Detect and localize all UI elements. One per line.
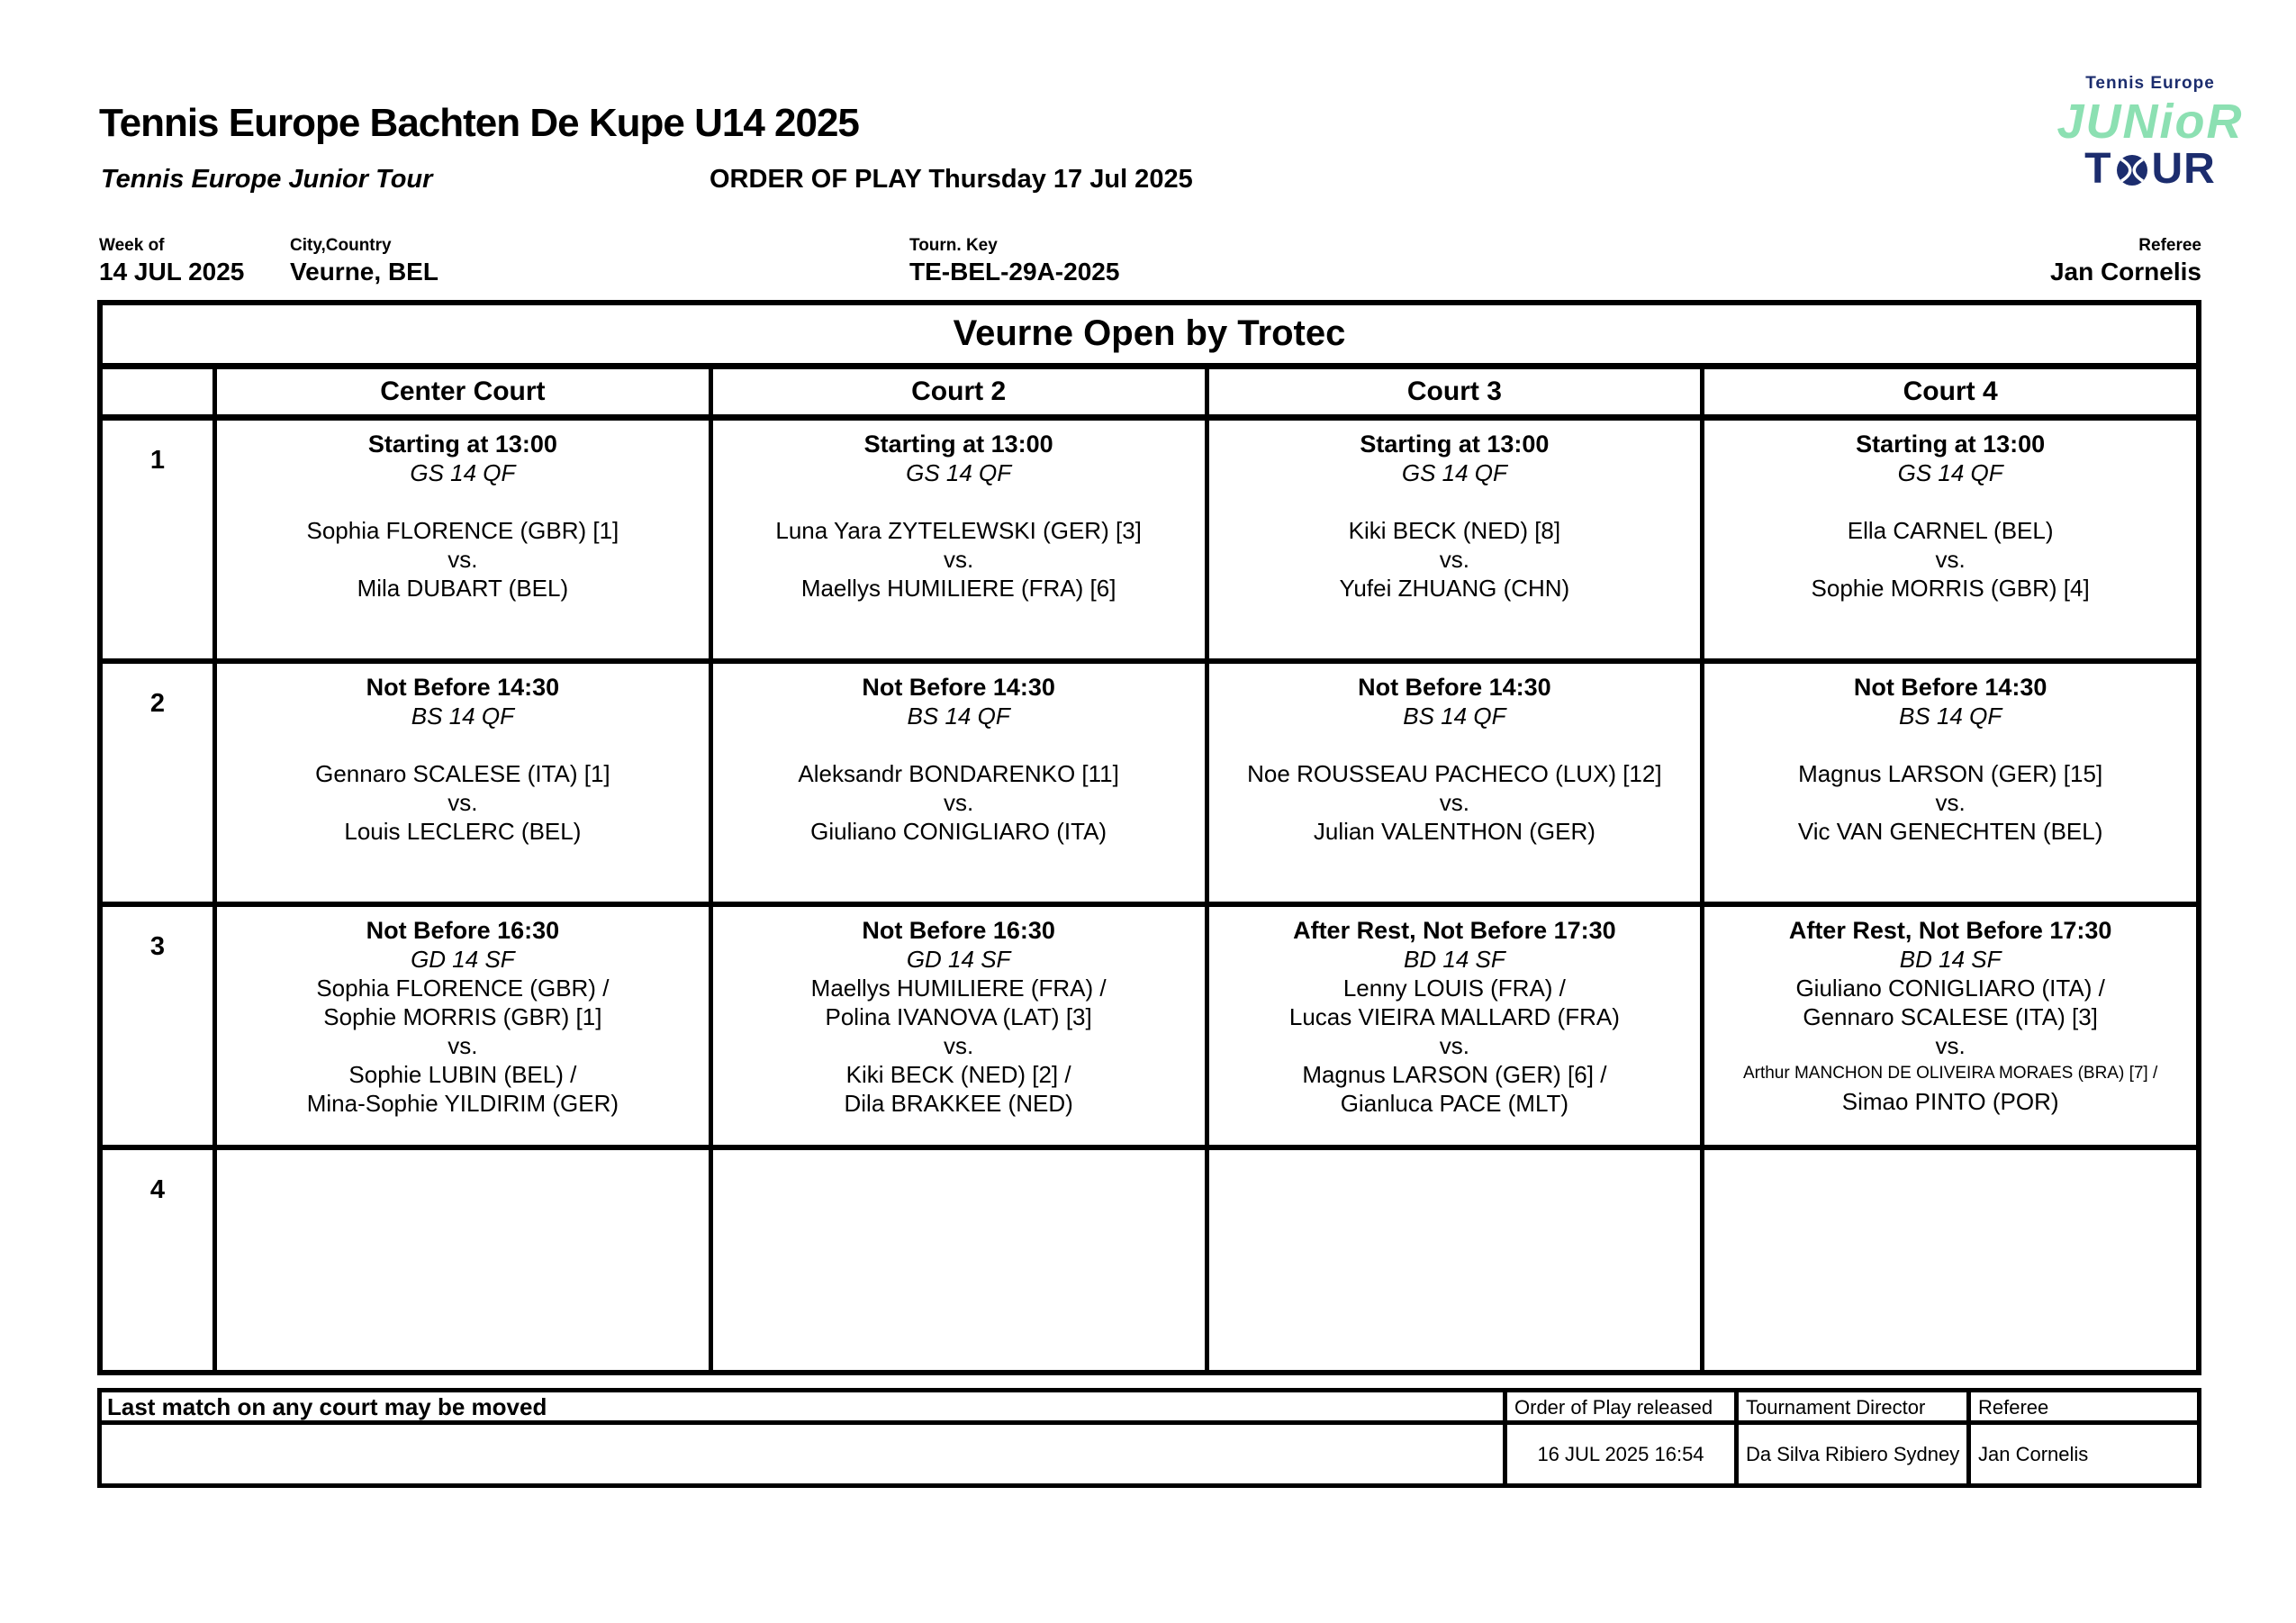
player-name: Sophia FLORENCE (GBR) /	[316, 975, 610, 1002]
player-name: Gennaro SCALESE (ITA) [3]	[1803, 1003, 2098, 1030]
match-side-1	[217, 516, 709, 545]
logo-junior-text: JUNioR	[2056, 95, 2244, 149]
match-start-time: Starting at 13:00	[1360, 431, 1550, 458]
match-side-2	[713, 574, 1205, 603]
player-name: Sophie MORRIS (GBR) [4]	[1811, 575, 2090, 602]
court-header-3: Court 3	[1205, 369, 1701, 414]
match-side-2	[1704, 574, 2196, 603]
tour-subtitle: Tennis Europe Junior Tour	[101, 165, 433, 194]
vs-label: vs.	[1935, 789, 1966, 816]
schedule-table	[97, 300, 2201, 1375]
player-name: Noe ROUSSEAU PACHECO (LUX) [12]	[1247, 760, 1662, 787]
vs-label: vs.	[1935, 546, 1966, 573]
match-cell	[1205, 664, 1701, 902]
court-header-1: Center Court	[212, 369, 709, 414]
logo-tennis-europe-text: Tennis Europe	[2085, 74, 2215, 93]
match-event-code: GD 14 SF	[906, 946, 1011, 973]
tournament-director-value: Da Silva Ribiero Sydney	[1734, 1425, 1966, 1483]
week-of-label: Week of	[99, 236, 165, 255]
player-name: Gianluca PACE (MLT)	[1340, 1090, 1569, 1117]
tourn-key-value: TE-BEL-29A-2025	[909, 258, 1120, 286]
vs-label: vs.	[447, 546, 478, 573]
city-country-label: City,Country	[290, 236, 392, 255]
schedule-row-2	[103, 658, 2196, 902]
player-name: Simao PINTO (POR)	[1841, 1088, 2059, 1115]
player-name: Polina IVANOVA (LAT) [3]	[825, 1003, 1092, 1030]
referee-label: Referee	[2138, 236, 2201, 255]
match-event-code: GS 14 QF	[906, 459, 1012, 486]
match-cell	[1205, 421, 1701, 658]
match-side-2	[217, 817, 709, 846]
player-name: Ella CARNEL (BEL)	[1847, 517, 2054, 544]
week-of-value: 14 JUL 2025	[99, 258, 245, 286]
player-name: Sophie LUBIN (BEL) /	[348, 1061, 577, 1088]
match-side-1	[1704, 759, 2196, 788]
match-event-code: BS 14 QF	[411, 703, 514, 730]
match-side-2	[1704, 817, 2196, 846]
match-start-time: Starting at 13:00	[863, 431, 1053, 458]
schedule-row-3	[103, 902, 2196, 1145]
player-name: Magnus LARSON (GER) [6] /	[1302, 1061, 1607, 1088]
match-cell	[709, 421, 1205, 658]
match-event-code: GD 14 SF	[411, 946, 515, 973]
match-cell	[709, 664, 1205, 902]
match-cell	[212, 421, 709, 658]
footer-referee-label: Referee	[1966, 1392, 2197, 1425]
player-name: Arthur MANCHON DE OLIVEIRA MORAES (BRA) [7] /	[1742, 1064, 2158, 1083]
match-side-1	[1209, 759, 1701, 788]
match-event-code: GS 14 QF	[1897, 459, 2003, 486]
tourn-key-label: Tourn. Key	[909, 236, 998, 255]
match-start-time: Not Before 16:30	[366, 917, 560, 944]
match-side-1	[1704, 974, 2196, 1031]
footer-empty-cell	[102, 1425, 1503, 1483]
match-event-code: GS 14 QF	[410, 459, 516, 486]
match-start-time: After Rest, Not Before 17:30	[1293, 917, 1616, 944]
player-name: Magnus LARSON (GER) [15]	[1798, 760, 2103, 787]
match-start-time: Not Before 16:30	[862, 917, 1055, 944]
vs-label: vs.	[944, 546, 974, 573]
junior-tour-logo	[2042, 75, 2258, 191]
player-name: Lenny LOUIS (FRA) /	[1342, 975, 1566, 1002]
row-number: 4	[149, 1175, 166, 1204]
vs-label: vs.	[944, 1032, 974, 1059]
row-number: 3	[149, 932, 166, 961]
player-name: Mina-Sophie YILDIRIM (GER)	[306, 1090, 619, 1117]
match-side-2	[1209, 1060, 1701, 1118]
player-name: Gennaro SCALESE (ITA) [1]	[315, 760, 610, 787]
document-title: Tennis Europe Bachten De Kupe U14 2025	[99, 101, 859, 145]
court-header-4: Court 4	[1700, 369, 2196, 414]
match-cell	[709, 907, 1205, 1145]
player-name: Yufei ZHUANG (CHN)	[1339, 575, 1570, 602]
row-number: 1	[149, 446, 166, 475]
player-name: Vic VAN GENECHTEN (BEL)	[1797, 818, 2103, 845]
player-name: Kiki BECK (NED) [8]	[1348, 517, 1561, 544]
match-side-2	[217, 1060, 709, 1118]
match-start-time: Not Before 14:30	[862, 674, 1055, 701]
match-side-2	[713, 1060, 1205, 1118]
match-cell	[1700, 421, 2196, 658]
match-side-1	[713, 759, 1205, 788]
match-side-1	[1209, 974, 1701, 1031]
match-event-code: BS 14 QF	[1899, 703, 2002, 730]
vs-label: vs.	[1439, 789, 1469, 816]
match-cell	[212, 1150, 709, 1370]
match-start-time: Not Before 14:30	[1853, 674, 2047, 701]
match-cell	[212, 664, 709, 902]
player-name: Sophie MORRIS (GBR) [1]	[323, 1003, 602, 1030]
match-side-1	[217, 974, 709, 1031]
schedule-row-1	[103, 421, 2196, 658]
match-side-1	[1209, 516, 1701, 545]
order-released-value: 16 JUL 2025 16:54	[1503, 1425, 1734, 1483]
tournament-name: Veurne Open by Trotec	[103, 305, 2196, 369]
footer-referee-value: Jan Cornelis	[1966, 1425, 2197, 1483]
player-name: Luna Yara ZYTELEWSKI (GER) [3]	[775, 517, 1142, 544]
match-cell	[1205, 1150, 1701, 1370]
footer-note: Last match on any court may be moved	[102, 1392, 1503, 1425]
match-side-1	[217, 759, 709, 788]
match-cell	[1205, 907, 1701, 1145]
player-name: Julian VALENTHON (GER)	[1313, 818, 1595, 845]
referee-value: Jan Cornelis	[2049, 258, 2201, 286]
player-name: Louis LECLERC (BEL)	[344, 818, 582, 845]
player-name: Maellys HUMILIERE (FRA) [6]	[800, 575, 1116, 602]
match-cell	[1700, 1150, 2196, 1370]
match-cell	[1700, 907, 2196, 1145]
match-start-time: Starting at 13:00	[1856, 431, 2046, 458]
match-side-2	[1209, 574, 1701, 603]
player-name: Dila BRAKKEE (NED)	[844, 1090, 1073, 1117]
match-side-1	[1704, 516, 2196, 545]
player-name: Maellys HUMILIERE (FRA) /	[810, 975, 1107, 1002]
match-cell	[1700, 664, 2196, 902]
city-country-value: Veurne, BEL	[290, 258, 438, 286]
tournament-director-label: Tournament Director	[1734, 1392, 1966, 1425]
court-header-2: Court 2	[709, 369, 1205, 414]
row-number: 2	[149, 689, 166, 718]
order-of-play-heading: ORDER OF PLAY Thursday 17 Jul 2025	[710, 165, 1193, 194]
match-side-1	[713, 516, 1205, 545]
match-start-time: Starting at 13:00	[367, 431, 557, 458]
match-side-2	[1209, 817, 1701, 846]
match-start-time: After Rest, Not Before 17:30	[1788, 917, 2112, 944]
player-name: Aleksandr BONDARENKO [11]	[798, 760, 1119, 787]
vs-label: vs.	[1935, 1032, 1966, 1059]
match-start-time: Not Before 14:30	[366, 674, 560, 701]
match-event-code: GS 14 QF	[1401, 459, 1507, 486]
schedule-row-4	[103, 1145, 2196, 1370]
court-header-row	[103, 369, 2196, 421]
player-name: Sophia FLORENCE (GBR) [1]	[306, 517, 619, 544]
match-start-time: Not Before 14:30	[1358, 674, 1551, 701]
player-name: Lucas VIEIRA MALLARD (FRA)	[1288, 1003, 1620, 1030]
match-event-code: BS 14 QF	[1403, 703, 1506, 730]
match-cell	[709, 1150, 1205, 1370]
vs-label: vs.	[447, 789, 478, 816]
vs-label: vs.	[1439, 1032, 1469, 1059]
match-event-code: BD 14 SF	[1899, 946, 2002, 973]
tennis-ball-icon	[2112, 150, 2152, 188]
footer-table	[97, 1388, 2201, 1488]
match-event-code: BS 14 QF	[907, 703, 1010, 730]
vs-label: vs.	[944, 789, 974, 816]
match-side-2	[1704, 1060, 2196, 1116]
player-name: Mila DUBART (BEL)	[357, 575, 569, 602]
vs-label: vs.	[1439, 546, 1469, 573]
player-name: Giuliano CONIGLIARO (ITA) /	[1795, 975, 2105, 1002]
match-side-2	[713, 817, 1205, 846]
logo-tour-text	[2042, 145, 2258, 193]
logo-tour-t: T	[2084, 145, 2112, 193]
order-released-label: Order of Play released	[1503, 1392, 1734, 1425]
player-name: Kiki BECK (NED) [2] /	[845, 1061, 1071, 1088]
match-side-2	[217, 574, 709, 603]
row-number-header-cell	[103, 369, 212, 414]
match-cell	[212, 907, 709, 1145]
match-event-code: BD 14 SF	[1404, 946, 1505, 973]
vs-label: vs.	[447, 1032, 478, 1059]
schedule-rows	[103, 421, 2196, 1370]
player-name: Giuliano CONIGLIARO (ITA)	[810, 818, 1107, 845]
logo-tour-ur: UR	[2151, 145, 2216, 193]
match-side-1	[713, 974, 1205, 1031]
